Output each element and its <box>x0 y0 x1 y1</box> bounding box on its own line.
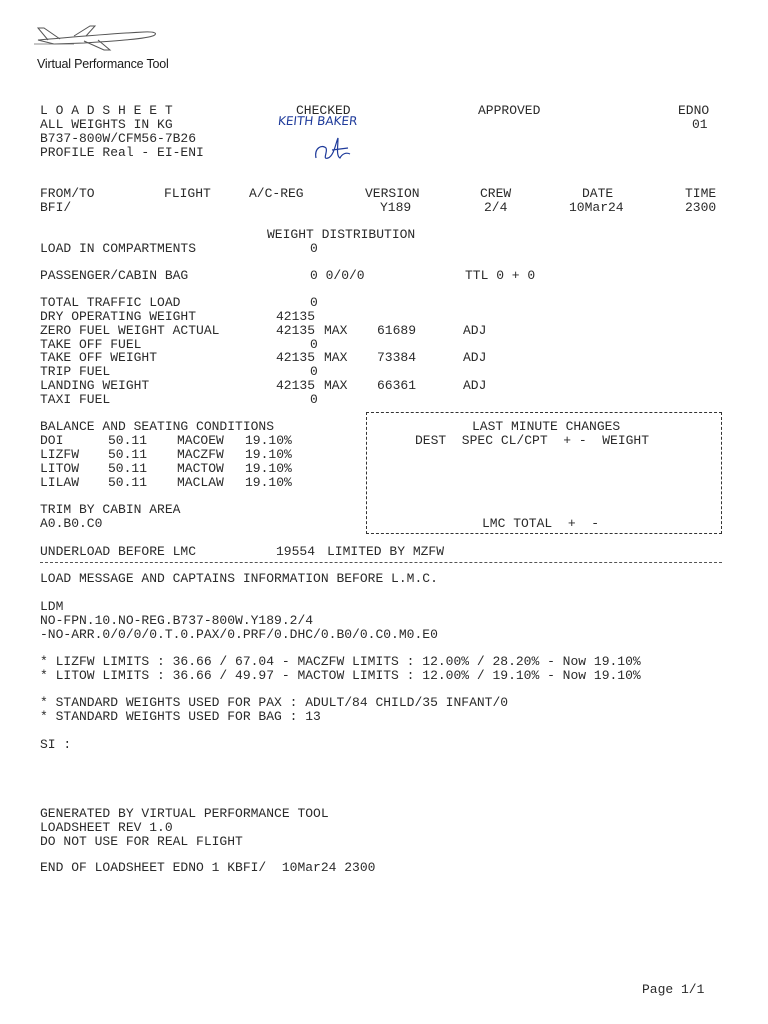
message-title: LOAD MESSAGE AND CAPTAINS INFORMATION BEFORE L.M.C. <box>40 571 438 586</box>
zfw-adj: ADJ <box>463 323 487 338</box>
loadsheet-title: L O A D S H E E T <box>40 103 173 118</box>
limits-tow: * LITOW LIMITS : 36.66 / 49.97 - MACTOW LIMITS : 12.00% / 19.10% - Now 19.10% <box>40 668 641 683</box>
lmc-header: DEST SPEC CL/CPT + - WEIGHT <box>415 433 650 448</box>
std-weights-bag: * STANDARD WEIGHTS USED FOR BAG : 13 <box>40 709 321 724</box>
balance-row-mac-value: 19.10% <box>245 433 292 448</box>
zfw-max-value: 61689 <box>377 323 417 338</box>
balance-row-key: DOI <box>40 433 64 448</box>
approved-label: APPROVED <box>478 103 541 118</box>
balance-row-value: 50.11 <box>108 475 148 490</box>
zfw-max-label: MAX <box>324 323 348 338</box>
checked-by-name: KEITH BAKER <box>277 114 359 128</box>
balance-row-mac-key: MACTOW <box>177 461 224 476</box>
flight-label: FLIGHT <box>164 186 211 201</box>
edno-value: 01 <box>692 117 708 132</box>
underload-label: UNDERLOAD BEFORE LMC <box>40 544 197 559</box>
balance-row-value: 50.11 <box>108 461 148 476</box>
load-compartments-label: LOAD IN COMPARTMENTS <box>40 241 197 256</box>
time-value: 2300 <box>685 200 717 215</box>
trip-fuel-value: 0 <box>310 364 318 379</box>
airplane-logo-icon <box>34 24 160 54</box>
ldm-label: LDM <box>40 599 64 614</box>
lw-max-label: MAX <box>324 378 348 393</box>
underload-limited-by: LIMITED BY MZFW <box>327 544 445 559</box>
crew-value: 2/4 <box>484 200 508 215</box>
dow-label: DRY OPERATING WEIGHT <box>40 309 197 324</box>
balance-row-key: LILAW <box>40 475 80 490</box>
acreg-label: A/C-REG <box>249 186 304 201</box>
not-for-real-flight: DO NOT USE FOR REAL FLIGHT <box>40 834 243 849</box>
trip-fuel-label: TRIP FUEL <box>40 364 111 379</box>
checked-label: CHECKED <box>296 103 351 118</box>
balance-row-value: 50.11 <box>108 433 148 448</box>
balance-row-value: 50.11 <box>108 447 148 462</box>
underload-value: 19554 <box>276 544 316 559</box>
lw-max-value: 66361 <box>377 378 417 393</box>
taxi-fuel-label: TAXI FUEL <box>40 392 111 407</box>
total-traffic-load-value: 0 <box>310 295 318 310</box>
tow-label: TAKE OFF WEIGHT <box>40 350 158 365</box>
total-traffic-load-label: TOTAL TRAFFIC LOAD <box>40 295 181 310</box>
lw-value: 42135 <box>276 378 316 393</box>
taxi-fuel-value: 0 <box>310 392 318 407</box>
zfw-value: 42135 <box>276 323 316 338</box>
tool-name-logo: Virtual Performance Tool <box>37 57 169 71</box>
lw-adj: ADJ <box>463 378 487 393</box>
balance-row-mac-value: 19.10% <box>245 447 292 462</box>
page-number: Page 1/1 <box>642 982 705 997</box>
date-value: 10Mar24 <box>569 200 624 215</box>
limits-zfw: * LIZFW LIMITS : 36.66 / 67.04 - MACZFW LIMITS : 12.00% / 28.20% - Now 19.10% <box>40 654 641 669</box>
tow-max-value: 73384 <box>377 350 417 365</box>
balance-title: BALANCE AND SEATING CONDITIONS <box>40 419 275 434</box>
date-label: DATE <box>582 186 614 201</box>
profile-line: PROFILE Real - EI-ENI <box>40 145 204 160</box>
balance-row-mac-value: 19.10% <box>245 475 292 490</box>
time-label: TIME <box>685 186 717 201</box>
zfw-label: ZERO FUEL WEIGHT ACTUAL <box>40 323 220 338</box>
balance-row-mac-key: MACZFW <box>177 447 224 462</box>
weight-distribution-title: WEIGHT DISTRIBUTION <box>267 227 416 242</box>
load-compartments-value: 0 <box>310 241 318 256</box>
std-weights-pax: * STANDARD WEIGHTS USED FOR PAX : ADULT/84 CHILD/35 INFANT/0 <box>40 695 509 710</box>
crew-label: CREW <box>480 186 512 201</box>
balance-row-mac-key: MACOEW <box>177 433 224 448</box>
takeoff-fuel-label: TAKE OFF FUEL <box>40 337 142 352</box>
version-value: Y189 <box>380 200 412 215</box>
end-of-loadsheet: END OF LOADSHEET EDNO 1 KBFI/ 10Mar24 2300 <box>40 860 376 875</box>
loadsheet-rev: LOADSHEET REV 1.0 <box>40 820 173 835</box>
tow-max-label: MAX <box>324 350 348 365</box>
aircraft-type: B737-800W/CFM56-7B26 <box>40 131 197 146</box>
ldm-line-2: -NO-ARR.0/0/0/0.T.0.PAX/0.PRF/0.DHC/0.B0/0.C0.M0.E0 <box>40 627 438 642</box>
balance-row-mac-key: MACLAW <box>177 475 224 490</box>
si-label: SI : <box>40 737 72 752</box>
pax-cabin-bag-value: 0 0/0/0 <box>310 268 365 283</box>
generated-by: GENERATED BY VIRTUAL PERFORMANCE TOOL <box>40 806 329 821</box>
dow-value: 42135 <box>276 309 316 324</box>
lmc-total: LMC TOTAL + - <box>482 516 600 531</box>
balance-row-mac-value: 19.10% <box>245 461 292 476</box>
edno-label: EDNO <box>678 103 710 118</box>
signature-scribble-icon <box>312 134 354 164</box>
units-note: ALL WEIGHTS IN KG <box>40 117 173 132</box>
version-label: VERSION <box>365 186 420 201</box>
ldm-line-1: NO-FPN.10.NO-REG.B737-800W.Y189.2/4 <box>40 613 314 628</box>
lmc-title: LAST MINUTE CHANGES <box>472 419 621 434</box>
from-to-value: BFI/ <box>40 200 72 215</box>
ttl-value: TTL 0 + 0 <box>465 268 536 283</box>
balance-row-key: LITOW <box>40 461 80 476</box>
from-to-label: FROM/TO <box>40 186 95 201</box>
pax-cabin-bag-label: PASSENGER/CABIN BAG <box>40 268 189 283</box>
tow-adj: ADJ <box>463 350 487 365</box>
trim-label: TRIM BY CABIN AREA <box>40 502 181 517</box>
takeoff-fuel-value: 0 <box>310 337 318 352</box>
section-divider <box>40 562 722 563</box>
tow-value: 42135 <box>276 350 316 365</box>
balance-row-key: LIZFW <box>40 447 80 462</box>
lw-label: LANDING WEIGHT <box>40 378 150 393</box>
trim-value: A0.B0.C0 <box>40 516 103 531</box>
